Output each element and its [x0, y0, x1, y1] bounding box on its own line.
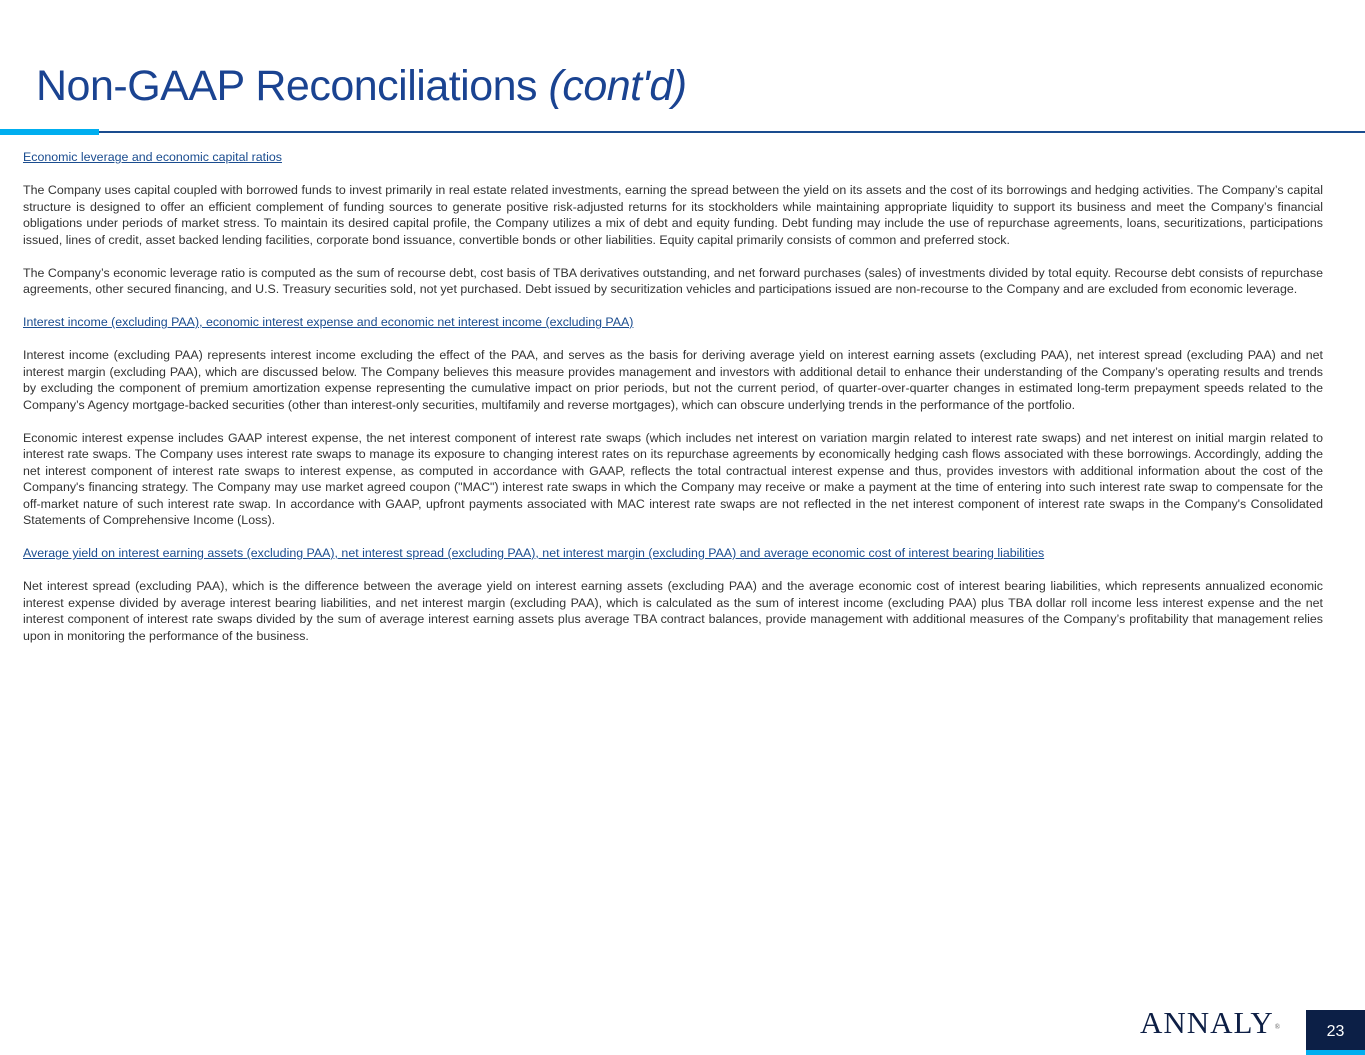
annaly-logo [1140, 1005, 1280, 1041]
page-title-main: Non-GAAP Reconciliations [36, 62, 549, 110]
page-title [36, 60, 687, 112]
section-heading-interest-income[interactable]: Interest income (excluding PAA), economic interest expense and economic net interest income (excluding PAA) [23, 315, 634, 329]
section-heading-average-yield[interactable]: Average yield on interest earning assets (excluding PAA), net interest spread (excluding PAA), net interest margin (excluding PAA) and average economic cost of interest bearing liabilities [23, 546, 1045, 560]
registered-mark-icon: ® [1274, 1023, 1282, 1031]
document-body [23, 149, 1323, 661]
section-heading-economic-leverage[interactable]: Economic leverage and economic capital ratios [23, 150, 282, 164]
page-number-accent [1306, 1050, 1365, 1055]
page-number-badge [1306, 1010, 1365, 1055]
header-rule-accent [0, 129, 99, 135]
paragraph-economic-interest-expense: Economic interest expense includes GAAP interest expense, the net interest component of interest rate swaps (which includes net interest on variation margin related to interest rate swaps) and net interest on initial margin related to interest rate swaps. The Company uses interest rate swaps to manage its exposure to changing interest rates on its repurchase agreements by economically hedging cash flows associated with these borrowings. Accordingly, adding the net interest component of interest rate swaps to interest expense, as computed in accordance with GAAP, reflects the total contractual interest expense and thus, provides investors with additional information about the cost of the Company's financing strategy. The Company may use market agreed coupon ("MAC") interest rate swaps in which the Company may receive or make a payment at the time of entering into such interest rate swap to compensate for the off-market nature of such interest rate swap. In accordance with GAAP, upfront payments associated with MAC interest rate swaps are not reflected in the net interest component of interest rate swaps in the Company's Consolidated Statements of Comprehensive Income (Loss). [23, 430, 1323, 527]
page-title-cont: (cont'd) [548, 62, 687, 110]
paragraph-capital-structure: The Company uses capital coupled with borrowed funds to invest primarily in real estate related investments, earning the spread between the yield on its assets and the cost of its borrowings and hedging activities. The Company’s capital structure is designed to offer an efficient complement of funding sources to generate positive risk-adjusted returns for its stockholders while maintaining appropriate liquidity to support its business and meet the Company’s financial obligations under periods of market stress. To maintain its desired capital profile, the Company utilizes a mix of debt and equity funding. Debt funding may include the use of repurchase agreements, loans, securitizations, participations issued, lines of credit, asset backed lending facilities, corporate bond issuance, convertible bonds or other liabilities. Equity capital primarily consists of common and preferred stock. [23, 183, 1323, 247]
paragraph-net-interest-spread: Net interest spread (excluding PAA), which is the difference between the average yield on interest earning assets (excluding PAA) and the average economic cost of interest bearing liabilities, which represents annualized economic interest expense divided by average interest bearing liabilities, and net interest margin (excluding PAA), which is calculated as the sum of interest income (excluding PAA) plus TBA dollar roll income less interest expense and the net interest component of interest rate swaps divided by the sum of average interest earning assets plus average TBA contract balances, provide management with additional measures of the Company’s profitability that management relies upon in monitoring the performance of the business. [23, 579, 1323, 643]
logo-text: ANNALY [1140, 1005, 1274, 1040]
page-number: 23 [1326, 1023, 1345, 1040]
paragraph-leverage-ratio: The Company’s economic leverage ratio is computed as the sum of recourse debt, cost basis of TBA derivatives outstanding, and net forward purchases (sales) of investments divided by total equity. Recourse debt consists of repurchase agreements, other secured financing, and U.S. Treasury securities sold, not yet purchased. Debt issued by securitization vehicles and participations issued are non-recourse to the Company and are excluded from economic leverage. [23, 265, 1323, 296]
paragraph-interest-income: Interest income (excluding PAA) represents interest income excluding the effect of the PAA, and serves as the basis for deriving average yield on interest earning assets (excluding PAA), net interest spread (excluding PAA) and net interest margin (excluding PAA), which are discussed below. The Company believes this measure provides management and investors with additional detail to enhance their understanding of the Company’s operating results and trends by excluding the component of premium amortization expense representing the cumulative impact on prior periods, but not the current period, of quarter-over-quarter changes in estimated long-term prepayment speeds related to the Company’s Agency mortgage-backed securities (other than interest-only securities, multifamily and reverse mortgages), which can obscure underlying trends in the performance of the portfolio. [23, 348, 1323, 412]
header-rule [0, 131, 1365, 133]
